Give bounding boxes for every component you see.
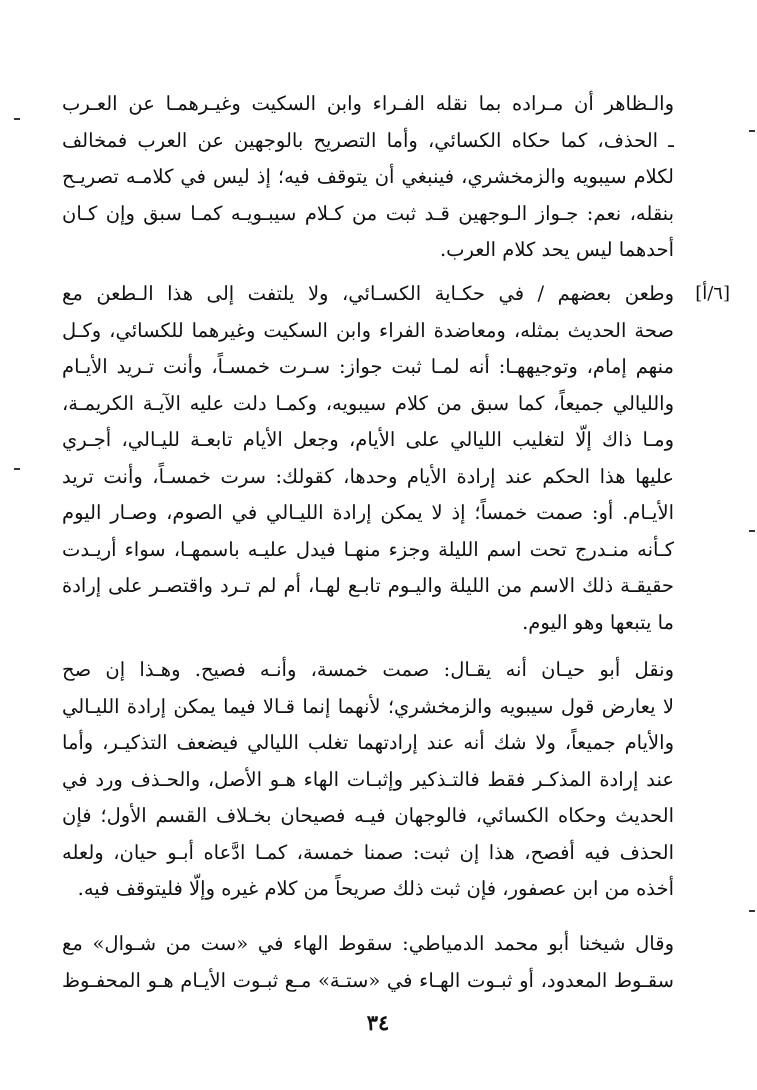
text-line: عليها هذا الحكم عند إرادة الأيام وحدها، كقولك: سرت خمسـاً، وأنت تريد xyxy=(62,464,674,488)
text-line: أحدهما ليس يحد كلام العرب. xyxy=(439,238,674,261)
text-line: بنقله، نعم: جـواز الـوجهين قـد ثبت من كـلام سيبـويـه كمـا سبق وإن كـان xyxy=(62,201,674,225)
paragraph-2 xyxy=(62,276,674,641)
text-line: ـ الحذف، كما حكاه الكسائي، وأما التصريح بالوجهين عن العرب فمخالف xyxy=(62,128,674,152)
text-line: منهم إمام، وتوجيههـا: أنه لمـا ثبت جواز: سـرت خمسـاً، وأنت تـريد الأيـام xyxy=(62,355,674,378)
text-line: والليالي جميعاً، كما سبق من كلام سيبويه، وكمـا دلت عليه الآيـة الكريمـة، xyxy=(62,391,674,415)
text-line: حقيقـة ذلك الاسم من الليلة واليـوم تابـع لهـا، أم لم تـرد واقتصـر على إرادة xyxy=(62,574,674,597)
text-line: الحذف فيه أفصح، هذا إن ثبت: صمنا خمسة، كمـا ادَّعاه أبـو حيان، ولعله xyxy=(62,840,674,864)
text-line: وطعن بعضهم / في حكـاية الكسـائي، ولا يلتفت إلى هذا الـطعن مع xyxy=(62,282,674,305)
scan-edge-mark xyxy=(749,530,755,532)
paragraph-3 xyxy=(62,652,674,908)
text-line: الأيـام. أو: صمت خمساً؛ إذ لا يمكن إرادة الليـالي في الصوم، وصـار اليوم xyxy=(62,501,674,524)
text-line: ومـا ذاك إلّا لتغليب الليالي على الأيام، وجعل الأيام تابعـة لليـالي، أجـري xyxy=(62,428,674,451)
scan-edge-mark xyxy=(749,910,755,912)
text-line: والـظاهر أن مـراده بما نقله الفـراء وابن السكيت وغيـرهمـا عن العـرب xyxy=(62,92,674,115)
text-line: كـأنه منـدرج تحت اسم الليلة وجزء منهـا فيدل عليـه باسمهـا، سواء أريـدت xyxy=(62,537,674,561)
text-line: والأيام جميعاً، ولا شك أنه عند إرادتهما تغلب الليالي فيضعف التذكيـر، وأما xyxy=(62,731,674,754)
text-line: صحة الحديث بمثله، ومعاضدة الفراء وابن السكيت وغيرهما للكسائي، وكـل xyxy=(62,318,674,342)
scan-edge-mark xyxy=(14,468,20,470)
page-number: ٣٤ xyxy=(366,1010,390,1035)
scan-edge-mark xyxy=(749,130,755,132)
text-line: وقال شيخنا أبو محمد الدمياطي: سقوط الهاء في «ست من شـوال» مع xyxy=(62,932,674,955)
text-line: ما يتبعها وهو اليوم. xyxy=(522,610,674,634)
text-line: ونقل أبو حيـان أنه يقـال: صمت خمسة، وأنـه فصيح. وهـذا إن صح xyxy=(62,658,674,681)
text-line: الحديث وحكاه الكسائي، فالوجهان فيـه فصيحان بخـلاف القسم الأول؛ فإن xyxy=(62,804,674,827)
text-line: عند إرادة المذكـر فقط فالتـذكير وإثبـات الهاء هـو الأصل، والحـذف ورد في xyxy=(62,767,674,791)
text-line: لا يعارض قول سيبويه والزمخشري؛ لأنهما إنما قـالا فيما يمكن إرادة الليـالي xyxy=(62,694,674,718)
scan-edge-mark xyxy=(14,118,20,120)
paragraph-4 xyxy=(62,926,674,999)
folio-reference: [٦/أ] xyxy=(695,283,730,304)
text-line: أخذه من ابن عصفور، فإن ثبت ذلك صريحاً من كلام غيره وإلّا فليتوقف فيه. xyxy=(77,877,674,900)
paragraph-1 xyxy=(62,86,674,269)
text-line: سقـوط المعدود، أو ثبـوت الهـاء في «ستـة» مـع ثبـوت الأيـام هـو المحفـوظ xyxy=(62,968,674,992)
text-line: لكلام سيبويه والزمخشري، فينبغي أن يتوقف فيه؛ إذ ليس في كلامـه تصريـح xyxy=(62,165,674,188)
